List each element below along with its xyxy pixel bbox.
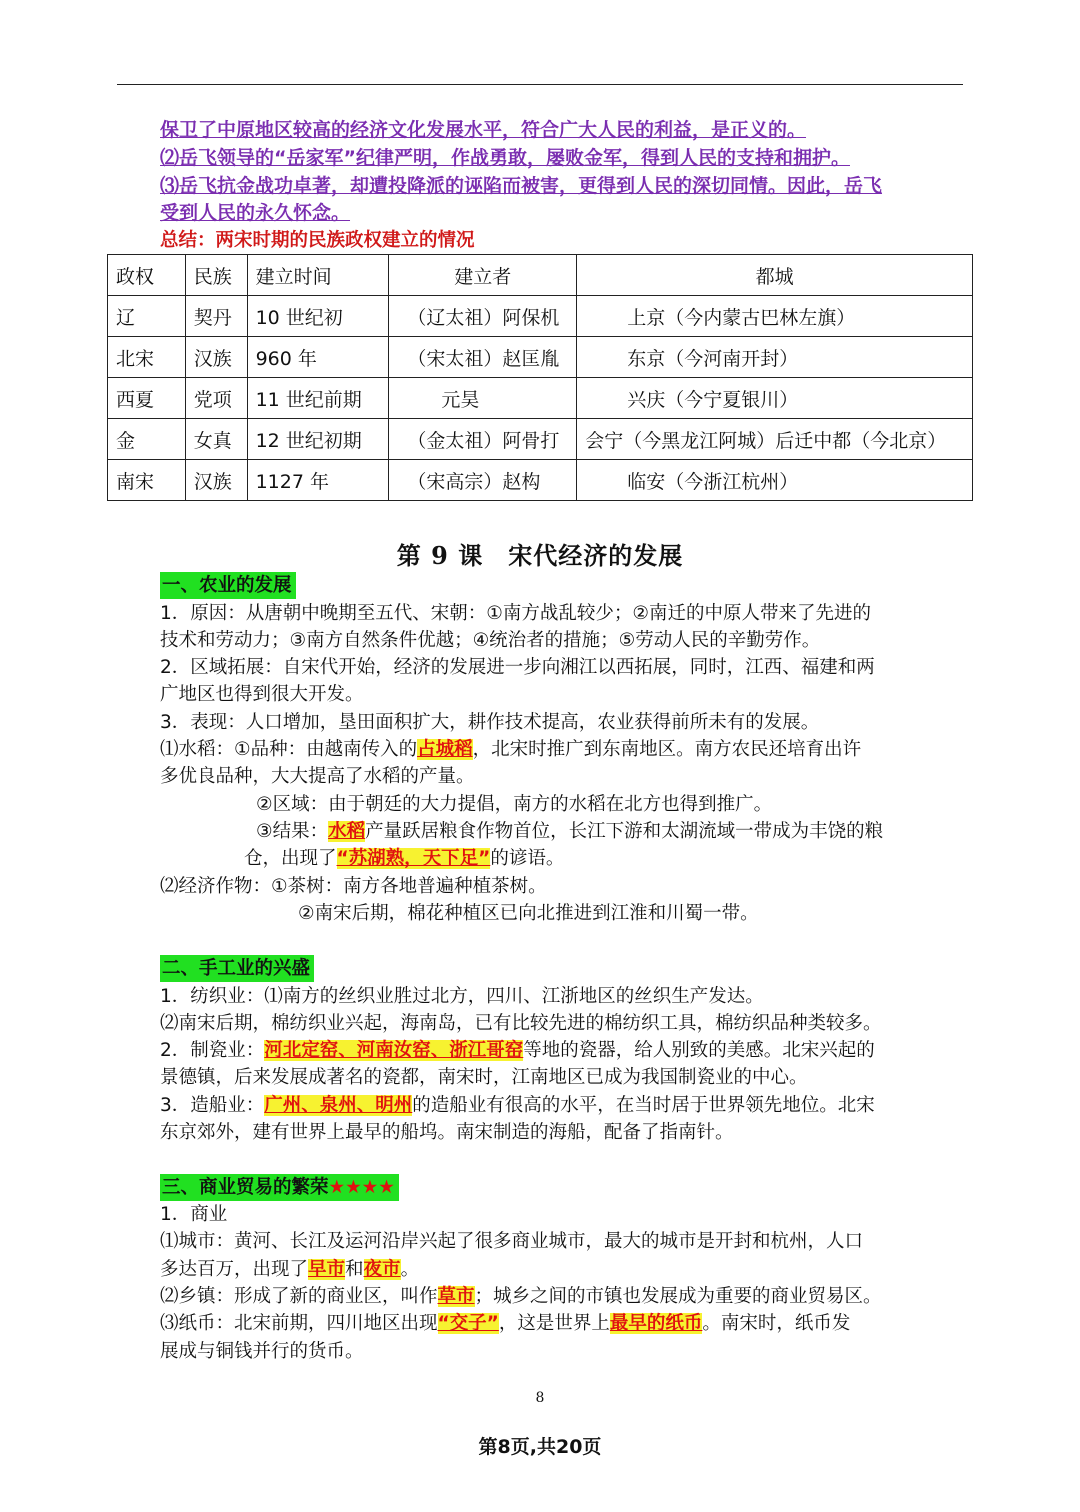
paragraph-line: 东京郊外，建有世界上最早的船坞。南宋制造的海船，配备了指南针。 — [160, 1122, 734, 1143]
page-footer: 第8页,共20页 — [478, 1436, 602, 1458]
table-header-cell: 建立者 — [389, 255, 577, 296]
highlight-term: “苏湖熟，天下足” — [336, 848, 491, 869]
table-cell: （辽太祖）阿保机 — [389, 296, 577, 337]
text-run: 多达百万，出现了 — [160, 1259, 309, 1280]
table-cell: 1127 年 — [247, 460, 389, 501]
table-cell: （宋高宗）赵构 — [389, 460, 577, 501]
paragraph-line: 多优良品种，大大提高了水稻的产量。 — [160, 766, 475, 787]
paragraph-line: 1．商业 — [160, 1204, 228, 1225]
text-run: ，这是世界上 — [498, 1313, 610, 1334]
highlight-term: 草市 — [437, 1286, 475, 1307]
table-row — [108, 460, 973, 501]
continuation-line-4: 受到人民的永久怀念。 — [160, 202, 351, 224]
table-cell: 元昊 — [389, 378, 577, 419]
table-cell: 南宋 — [108, 460, 186, 501]
table-row — [108, 296, 973, 337]
table-cell: 12 世纪初期 — [247, 419, 389, 460]
table-row — [108, 419, 973, 460]
table-header-row — [108, 255, 973, 296]
table-cell: 会宁（今黑龙江阿城）后迁中都（今北京） — [577, 419, 973, 460]
text-run: 2．制瓷业： — [160, 1040, 265, 1061]
table-cell: 女真 — [185, 419, 247, 460]
table-cell: 11 世纪前期 — [247, 378, 389, 419]
table-cell: 兴庆（今宁夏银川） — [577, 378, 973, 419]
paragraph-line: ②区域：由于朝廷的大力提倡，南方的水稻在北方也得到推广。 — [256, 794, 773, 815]
star-rating-icon: ★★★★ — [328, 1177, 395, 1198]
table-header-cell: 建立时间 — [247, 255, 389, 296]
text-run: 的造船业有很高的水平，在当时居于世界领先地位。北宋 — [412, 1095, 875, 1116]
paragraph-line — [160, 1092, 966, 1119]
paragraph-line: 3．表现：人口增加，垦田面积扩大，耕作技术提高，农业获得前所未有的发展。 — [160, 712, 820, 733]
paragraph-line: ⑴城市：黄河、长江及运河沿岸兴起了很多商业城市，最大的城市是开封和杭州，人口 — [160, 1231, 864, 1252]
lesson-title: 第 9 课 宋代经济的发展 — [396, 541, 684, 570]
table-row — [108, 378, 973, 419]
highlight-term: 河北定窑、河南汝窑、浙江哥窑 — [264, 1040, 524, 1061]
table-cell: 契丹 — [185, 296, 247, 337]
paragraph-line — [256, 818, 1062, 845]
table-cell: 西夏 — [108, 378, 186, 419]
paragraph-line — [160, 1310, 966, 1337]
header-rule — [117, 84, 963, 85]
text-run: ③结果： — [256, 821, 329, 842]
highlight-term: 早市 — [308, 1259, 346, 1280]
text-run: 3．造船业： — [160, 1095, 265, 1116]
table-cell: 党项 — [185, 378, 247, 419]
text-run: 。 — [400, 1259, 420, 1280]
section-heading-text: 三、商业贸易的繁荣 — [162, 1177, 329, 1198]
text-run: ⑶纸币：北宋前期，四川地区出现 — [160, 1313, 438, 1334]
paragraph-line: ⑵南宋后期，棉纺织业兴起，海南岛，已有比较先进的棉纺织工具，棉纺织品种类较多。 — [160, 1013, 882, 1034]
section-heading-handicraft: 二、手工业的兴盛 — [160, 955, 314, 982]
table-cell: 临安（今浙江杭州） — [577, 460, 973, 501]
highlight-term: 占城稻 — [417, 739, 473, 760]
text-run: ，北宋时推广到东南地区。南方农民还培育出许 — [472, 739, 862, 760]
page-number: 8 — [535, 1390, 545, 1406]
table-cell: （金太祖）阿骨打 — [389, 419, 577, 460]
summary-title: 总结：两宋时期的民族政权建立的情况 — [160, 230, 475, 251]
paragraph-line — [160, 1256, 966, 1283]
text-run: 。南宋时，纸币发 — [702, 1313, 851, 1334]
highlight-term: 夜市 — [363, 1259, 401, 1280]
paragraph-line — [160, 1037, 966, 1064]
table-header-cell: 都城 — [577, 255, 973, 296]
paragraph-line: 2．区域拓展：自宋代开始，经济的发展进一步向湘江以西拓展，同时，江西、福建和两 — [160, 657, 875, 678]
text-run: 和 — [345, 1259, 364, 1280]
section-heading-commerce — [160, 1174, 399, 1201]
text-run: 的谚语。 — [490, 848, 565, 869]
highlight-term: “交子” — [437, 1313, 499, 1334]
table-cell: 汉族 — [185, 337, 247, 378]
table-row — [108, 337, 973, 378]
paragraph-line: 技术和劳动力；③南方自然条件优越；④统治者的措施；⑤劳动人民的辛勤劳作。 — [160, 630, 821, 651]
highlight-term: 广州、泉州、明州 — [264, 1095, 413, 1116]
text-run: 仓，出现了 — [244, 848, 337, 869]
paragraph-line: 广地区也得到很大开发。 — [160, 684, 364, 705]
paragraph-line: ②南宋后期，棉花种植区已向北推进到江淮和川蜀一带。 — [298, 903, 759, 924]
table-header-cell: 民族 — [185, 255, 247, 296]
table-cell: 辽 — [108, 296, 186, 337]
continuation-line-2: ⑵岳飞领导的“岳家军”纪律严明，作战勇敢，屡败金军，得到人民的支持和拥护。 — [160, 147, 850, 169]
continuation-line-3: ⑶岳飞抗金战功卓著，却遭投降派的诬陷而被害，更得到人民的深切同情。因此，岳飞 — [160, 175, 883, 197]
paragraph-line: 展成与铜钱并行的货币。 — [160, 1341, 364, 1362]
text-run: 产量跃居粮食作物首位，长江下游和太湖流域一带成为丰饶的粮 — [365, 821, 884, 842]
paragraph-line: ⑵经济作物：①茶树：南方各地普遍种植茶树。 — [160, 876, 547, 897]
highlight-term: 最早的纸币 — [609, 1313, 703, 1334]
text-run: ⑵乡镇：形成了新的商业区，叫作 — [160, 1286, 438, 1307]
text-run: 等地的瓷器，给人别致的美感。北宋兴起的 — [523, 1040, 875, 1061]
table-cell: 上京（今内蒙古巴林左旗） — [577, 296, 973, 337]
table-cell: 金 — [108, 419, 186, 460]
paragraph-line — [160, 736, 966, 763]
table-cell: 北宋 — [108, 337, 186, 378]
table-cell: 东京（今河南开封） — [577, 337, 973, 378]
section-heading-agriculture: 一、农业的发展 — [160, 572, 296, 599]
paragraph-line: 1．纺织业：⑴南方的丝织业胜过北方，四川、江浙地区的丝织生产发达。 — [160, 986, 764, 1007]
table-cell: 10 世纪初 — [247, 296, 389, 337]
table-cell: （宋太祖）赵匡胤 — [389, 337, 577, 378]
table-header-cell: 政权 — [108, 255, 186, 296]
continuation-line-1: 保卫了中原地区较高的经济文化发展水平，符合广大人民的利益，是正义的。 — [160, 119, 807, 141]
table-cell: 960 年 — [247, 337, 389, 378]
highlight-term: 水稻 — [328, 821, 366, 842]
text-run: ；城乡之间的市镇也发展成为重要的商业贸易区。 — [474, 1286, 882, 1307]
table-cell: 汉族 — [185, 460, 247, 501]
paragraph-line: 1．原因：从唐朝中晚期至五代、宋朝：①南方战乱较少；②南迁的中原人带来了先进的 — [160, 603, 871, 624]
text-run: ⑴水稻：①品种：由越南传入的 — [160, 739, 418, 760]
paragraph-line — [160, 1283, 966, 1310]
paragraph-line: 景德镇，后来发展成著名的瓷都，南宋时，江南地区已成为我国制瓷业的中心。 — [160, 1067, 808, 1088]
paragraph-line — [244, 845, 1050, 872]
regimes-table — [107, 254, 973, 501]
